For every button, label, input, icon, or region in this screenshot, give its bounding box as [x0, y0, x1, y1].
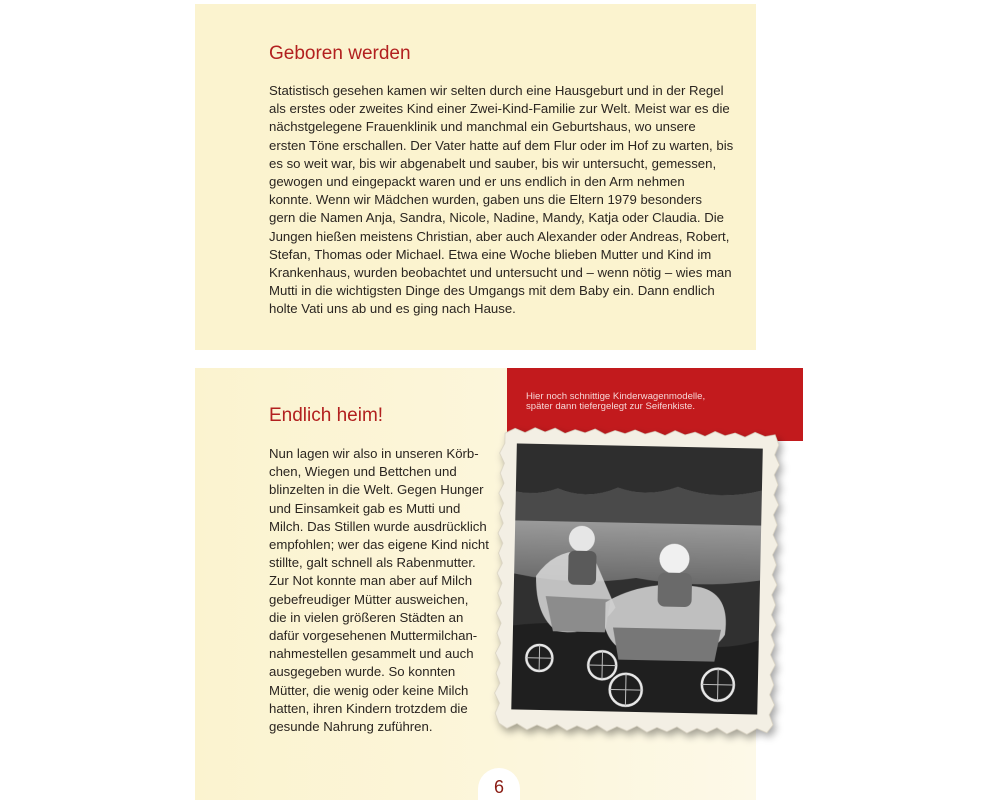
text-line: empfohlen; wer das eigene Kind nicht — [269, 537, 489, 553]
vintage-photo — [493, 425, 781, 737]
text-line: gesunde Nahrung zuführen. — [269, 719, 433, 735]
page-number: 6 — [478, 768, 520, 800]
text-line: Nun lagen wir also in unseren Körb- — [269, 446, 479, 461]
photo-caption — [526, 392, 705, 413]
text-line: stillte, galt schnell als Rabenmutter. — [269, 555, 476, 571]
text-line: dafür vorgesehenen Muttermilchan- — [269, 628, 478, 644]
text-line: es so weit war, bis wir abgenabelt und sauber, bis wir untersucht, gemessen, — [269, 155, 717, 171]
caption-line: später dann tiefergelegt zur Seifenkiste. — [526, 401, 696, 413]
section-title: Endlich heim! — [269, 405, 384, 426]
text-line: hatten, ihren Kindern trotzdem die — [269, 700, 468, 716]
section-geboren-werden — [195, 4, 756, 350]
text-line: Jungen hießen meistens Christian, aber auch Alexander oder Andreas, Robert, — [269, 228, 730, 244]
section-title: Geboren werden — [269, 43, 411, 64]
section-body — [269, 445, 489, 736]
text-line: Statistisch gesehen kamen wir selten durch eine Hausgeburt und in der Regel — [269, 83, 724, 98]
text-line: Mütter, die wenig oder keine Milch — [269, 682, 469, 698]
text-line: holte Vati uns ab und es ging nach Hause. — [269, 301, 516, 317]
text-line: ersten Töne erschallen. Der Vater hatte auf dem Flur oder im Hof zu warten, bis — [269, 137, 734, 153]
text-line: die in vielen größeren Städten an — [269, 609, 464, 625]
photo-image — [511, 443, 763, 714]
text-line: Milch. Das Stillen wurde ausdrücklich — [269, 518, 487, 534]
text-line: gewogen und eingepackt waren und er uns endlich in den Arm nehmen — [269, 174, 685, 190]
section-body — [269, 82, 733, 319]
text-line: konnte. Wenn wir Mädchen wurden, gaben uns die Eltern 1979 besonders — [269, 192, 703, 208]
caption-line: Hier noch schnittige Kinderwagenmodelle, — [526, 391, 706, 402]
text-line: nahmestellen gesammelt und auch — [269, 646, 474, 662]
text-line: blinzelten in die Welt. Gegen Hunger — [269, 482, 484, 498]
text-line: Mutti in die wichtigsten Dinge des Umgangs mit dem Baby ein. Dann endlich — [269, 283, 715, 299]
text-line: Krankenhaus, wurden beobachtet und untersucht und – wenn nötig – wies man — [269, 265, 732, 281]
text-line: Stefan, Thomas oder Michael. Etwa eine Woche blieben Mutter und Kind im — [269, 246, 712, 262]
text-line: nächstgelegene Frauenklinik und manchmal ein Geburtshaus, wo unsere — [269, 119, 696, 135]
text-line: gebefreudiger Mütter ausweichen, — [269, 591, 469, 607]
text-line: chen, Wiegen und Bettchen und — [269, 464, 457, 480]
text-line: ausgegeben wurde. So konnten — [269, 664, 456, 680]
text-line: gern die Namen Anja, Sandra, Nicole, Nadine, Mandy, Katja oder Claudia. Die — [269, 210, 724, 226]
photo-svg — [493, 425, 781, 737]
text-line: und Einsamkeit gab es Mutti und — [269, 500, 461, 516]
text-line: Zur Not konnte man aber auf Milch — [269, 573, 473, 589]
text-line: als erstes oder zweites Kind einer Zwei-Kind-Familie zur Welt. Meist war es die — [269, 101, 730, 117]
